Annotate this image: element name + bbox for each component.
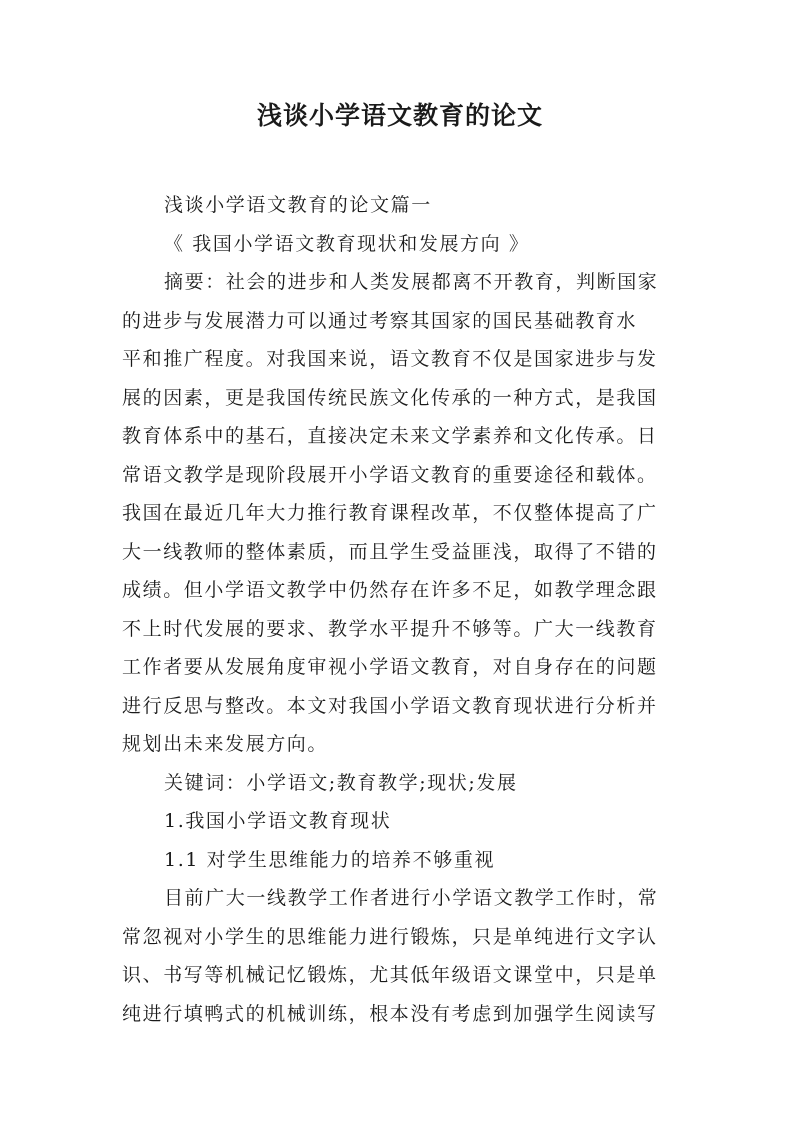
abstract-line: 的进步与发展潜力可以通过考察其国家的国民基础教育水 [122, 309, 638, 332]
heading-1-1: 1.1 对学生思维能力的培养不够重视 [164, 848, 496, 871]
abstract-line: 我国在最近几年大力推行教育课程改革，不仅整体提高了广 [122, 502, 658, 524]
abstract-line: 教育体系中的基石，直接决定未来文学素养和文化传承。日 [122, 425, 658, 447]
document-title: 浅谈小学语文教育的论文 [256, 101, 543, 130]
abstract-line: 大一线教师的整体素质，而且学生受益匪浅，取得了不错的 [122, 540, 658, 563]
section-heading: 浅谈小学语文教育的论文篇一 [164, 194, 432, 216]
abstract-line: 平和推广程度。对我国来说，语文教育不仅是国家进步与发 [122, 348, 658, 370]
document-body [122, 186, 688, 1033]
abstract-paragraph [122, 263, 688, 764]
abstract-line: 成绩。但小学语文教学中仍然存在许多不足，如教学理念跟 [122, 579, 658, 601]
abstract-line: 摘要：社会的进步和人类发展都离不开教育，判断国家 [164, 271, 659, 293]
abstract-line: 进行反思与整改。本文对我国小学语文教育现状进行分析并 [122, 694, 658, 717]
paragraph-line: 纯进行填鸭式的机械训练，根本没有考虑到加强学生阅读写 [122, 1002, 658, 1025]
keywords: 关键词：小学语文;教育教学;现状;发展 [164, 771, 518, 794]
paper-subtitle: 《 我国小学语文教育现状和发展方向 》 [164, 232, 530, 255]
paragraph-line: 识、书写等机械记忆锻炼，尤其低年级语文课堂中，只是单 [122, 964, 658, 986]
paragraph-line: 常忽视对小学生的思维能力进行锻炼，只是单纯进行文字认 [122, 925, 658, 948]
abstract-line: 规划出未来发展方向。 [122, 733, 329, 755]
body-paragraph [122, 879, 688, 1033]
abstract-line: 不上时代发展的要求、教学水平提升不够等。广大一线教育 [122, 617, 658, 640]
paragraph-line: 目前广大一线教学工作者进行小学语文教学工作时，常 [164, 887, 659, 909]
heading-1: 1.我国小学语文教育现状 [164, 810, 392, 832]
abstract-line: 工作者要从发展角度审视小学语文教育，对自身存在的问题 [122, 656, 658, 678]
abstract-line: 展的因素，更是我国传统民族文化传承的一种方式，是我国 [122, 386, 658, 409]
abstract-line: 常语文教学是现阶段展开小学语文教育的重要途径和载体。 [122, 463, 658, 486]
